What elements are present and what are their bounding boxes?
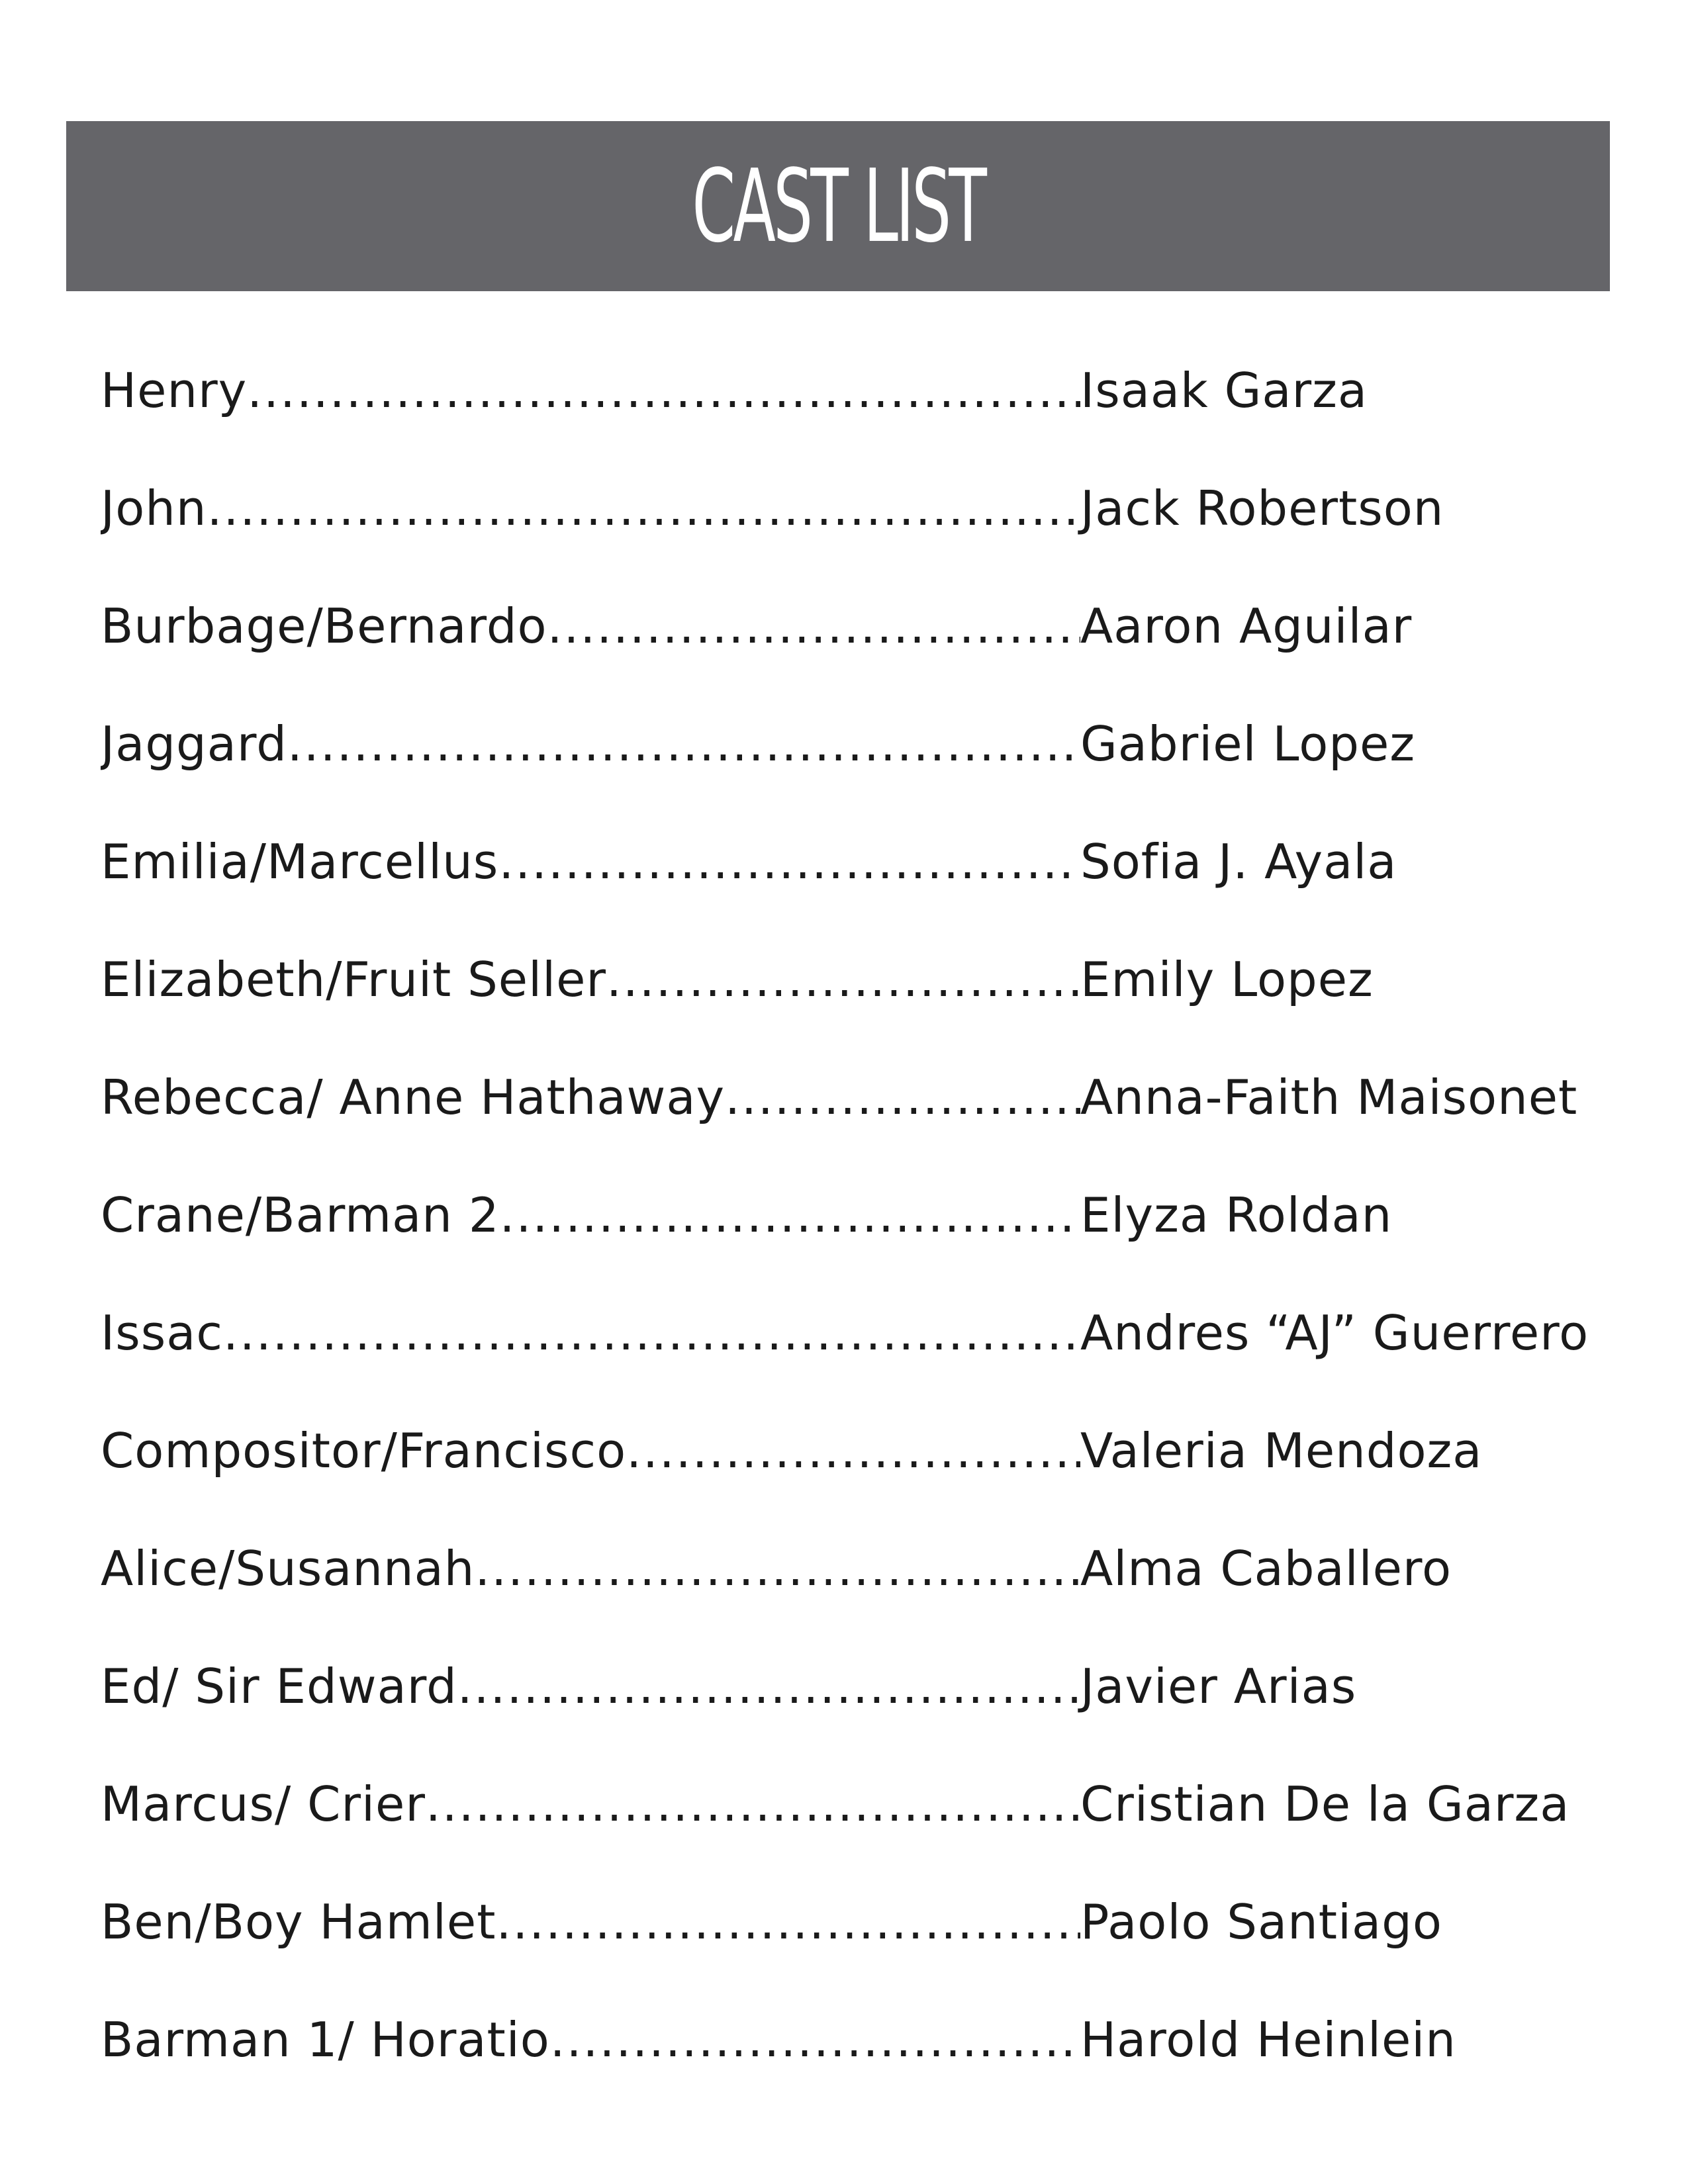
dot-leader: [725, 1069, 1080, 1125]
dot-leader: [606, 952, 1080, 1007]
role-cell: [101, 1659, 1080, 1714]
actor-name: Alma Caballero: [1080, 1541, 1452, 1596]
actor-name: Valeria Mendoza: [1080, 1423, 1483, 1479]
cast-row: [101, 1541, 1590, 1659]
actor-name: Cristian De la Garza: [1080, 1776, 1570, 1832]
role-cell: [101, 1187, 1080, 1243]
cast-row: [101, 716, 1590, 834]
cast-row: [101, 363, 1590, 480]
role-name: Henry: [101, 363, 248, 418]
role-name: Rebecca/ Anne Hathaway: [101, 1069, 726, 1125]
dot-leader: [223, 1305, 1080, 1361]
role-name: Emilia/Marcellus: [101, 834, 499, 889]
role-name: Compositor/Francisco: [101, 1423, 627, 1479]
role-cell: [101, 363, 1080, 418]
dot-leader: [457, 1659, 1080, 1714]
role-name: Ben/Boy Hamlet: [101, 1894, 496, 1950]
dot-leader: [496, 1894, 1080, 1950]
role-name: Jaggard: [101, 716, 287, 772]
dot-leader: [207, 480, 1080, 536]
role-cell: [101, 1894, 1080, 1950]
cast-list: [101, 363, 1590, 2130]
actor-name: Aaron Aguilar: [1080, 598, 1413, 654]
role-cell: [101, 1069, 1080, 1125]
actor-name: Andres “AJ” Guerrero: [1080, 1305, 1589, 1361]
dot-leader: [626, 1423, 1080, 1479]
role-cell: [101, 2012, 1080, 2068]
role-cell: [101, 716, 1080, 772]
role-name: Marcus/ Crier: [101, 1776, 426, 1832]
dot-leader: [498, 834, 1080, 889]
cast-row: [101, 1187, 1590, 1305]
actor-name: Anna-Faith Maisonet: [1080, 1069, 1578, 1125]
dot-leader: [475, 1541, 1080, 1596]
actor-name: Emily Lopez: [1080, 952, 1374, 1007]
actor-name: Jack Robertson: [1080, 480, 1444, 536]
actor-name: Isaak Garza: [1080, 363, 1368, 418]
actor-name: Paolo Santiago: [1080, 1894, 1442, 1950]
role-cell: [101, 1541, 1080, 1596]
dot-leader: [547, 598, 1080, 654]
page-title: CAST LIST: [692, 147, 984, 265]
cast-row: [101, 1305, 1590, 1423]
role-name: Burbage/Bernardo: [101, 598, 547, 654]
role-name: Elizabeth/Fruit Seller: [101, 952, 606, 1007]
role-cell: [101, 1305, 1080, 1361]
role-cell: [101, 598, 1080, 654]
cast-row: [101, 952, 1590, 1069]
role-cell: [101, 834, 1080, 889]
actor-name: Gabriel Lopez: [1080, 716, 1416, 772]
dot-leader: [287, 716, 1080, 772]
cast-row: [101, 1659, 1590, 1776]
cast-row: [101, 598, 1590, 716]
dot-leader: [500, 1187, 1080, 1243]
role-name: John: [101, 480, 207, 536]
role-cell: [101, 1423, 1080, 1479]
header-bar: [66, 121, 1610, 291]
actor-name: Harold Heinlein: [1080, 2012, 1456, 2068]
cast-row: [101, 1776, 1590, 1894]
dot-leader: [426, 1776, 1080, 1832]
role-cell: [101, 1776, 1080, 1832]
cast-row: [101, 1894, 1590, 2012]
role-cell: [101, 952, 1080, 1007]
cast-row: [101, 480, 1590, 598]
cast-row: [101, 1069, 1590, 1187]
role-name: Ed/ Sir Edward: [101, 1659, 457, 1714]
role-name: Barman 1/ Horatio: [101, 2012, 550, 2068]
role-cell: [101, 480, 1080, 536]
role-name: Issac: [101, 1305, 223, 1361]
cast-row: [101, 1423, 1590, 1541]
actor-name: Elyza Roldan: [1080, 1187, 1393, 1243]
cast-row: [101, 834, 1590, 952]
actor-name: Javier Arias: [1080, 1659, 1357, 1714]
role-name: Crane/Barman 2: [101, 1187, 500, 1243]
dot-leader: [550, 2012, 1080, 2068]
cast-row: [101, 2012, 1590, 2130]
role-name: Alice/Susannah: [101, 1541, 475, 1596]
dot-leader: [247, 363, 1080, 418]
actor-name: Sofia J. Ayala: [1080, 834, 1397, 889]
